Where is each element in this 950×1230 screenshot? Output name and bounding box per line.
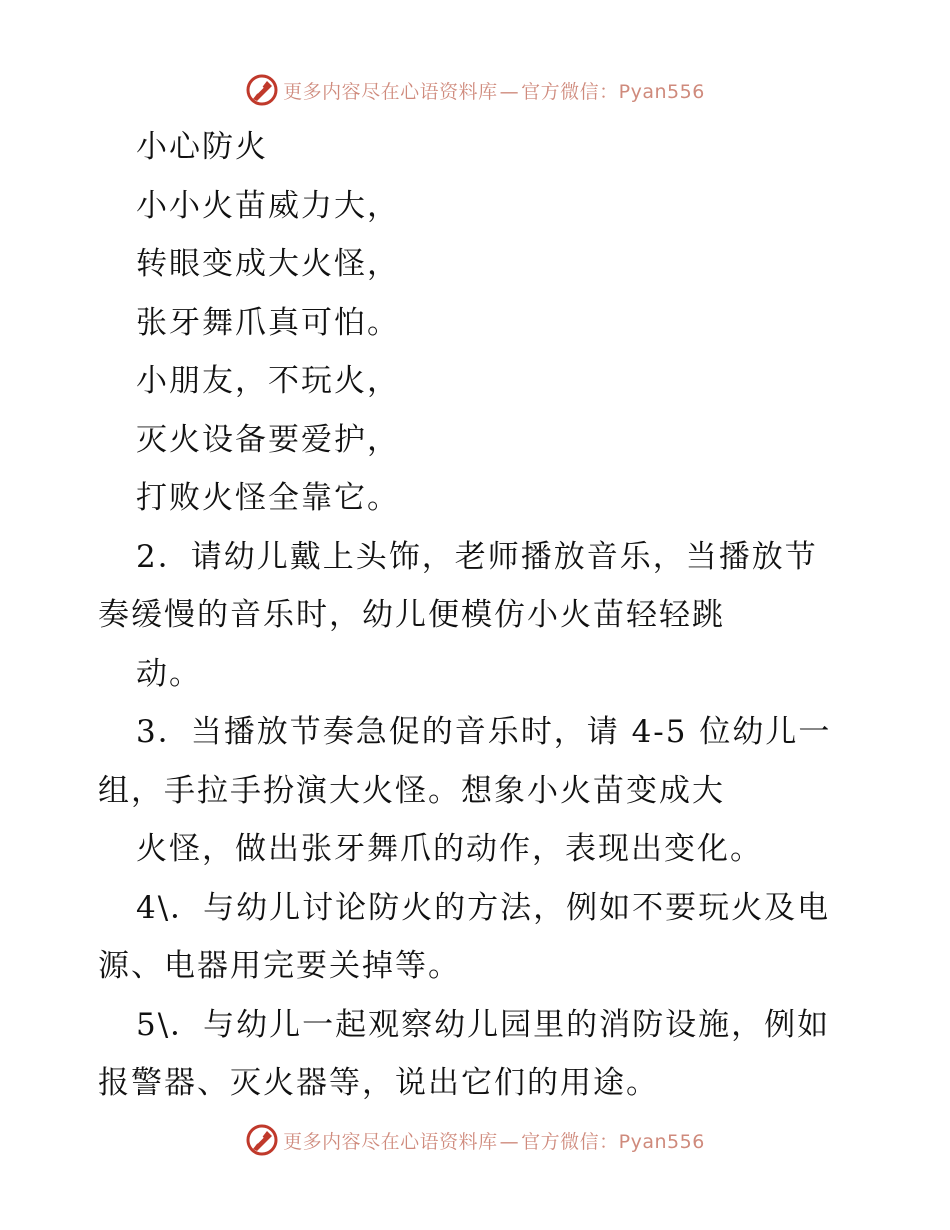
step-3-line-1: 3．当播放节奏急促的音乐时，请 4-5 位幼儿一 — [136, 714, 832, 750]
footer-banner — [0, 1120, 950, 1160]
header-banner-text — [283, 77, 705, 104]
document-body — [98, 118, 858, 1113]
poem-line: 转眼变成大火怪， — [136, 246, 400, 282]
step-3-line-2: 组，手拉手扮演大火怪。想象小火苗变成大 — [98, 772, 725, 809]
step-4-line-2: 源、电器用完要关掉等。 — [98, 948, 461, 984]
header-banner-dash: — — [499, 80, 520, 103]
footer-banner-dash: — — [499, 1130, 520, 1153]
poem-line: 小朋友，不玩火， — [136, 363, 400, 399]
footer-banner-main: 更多内容尽在心语资料库 — [283, 1130, 498, 1153]
poem-line: 灭火设备要爱护， — [136, 421, 400, 458]
footer-banner-sub: 官方微信：Pyan556 — [521, 1130, 705, 1153]
step-2-line-1: 2．请幼儿戴上头饰，老师播放音乐，当播放节 — [136, 538, 818, 575]
poem-line: 小小火苗威力大， — [136, 187, 400, 224]
footer-banner-text — [283, 1127, 705, 1154]
step-4-line-1: 4\．与幼儿讨论防火的方法，例如不要玩火及电 — [136, 889, 831, 926]
poem-line: 张牙舞爪真可怕。 — [136, 304, 400, 341]
pen-nib-logo-icon — [245, 1123, 279, 1157]
pen-nib-logo-icon — [245, 73, 279, 107]
header-banner-main: 更多内容尽在心语资料库 — [283, 80, 498, 103]
step-2-line-2: 奏缓慢的音乐时，幼儿便模仿小火苗轻轻跳 — [98, 597, 725, 633]
poem-line: 打败火怪全靠它。 — [136, 480, 400, 516]
header-banner — [0, 70, 950, 110]
step-5-line-2: 报警器、灭火器等，说出它们的用途。 — [98, 1065, 659, 1101]
poem-title: 小心防火 — [136, 129, 268, 165]
step-2-line-3: 动。 — [136, 655, 202, 692]
step-5-line-1: 5\．与幼儿一起观察幼儿园里的消防设施，例如 — [136, 1006, 831, 1043]
header-banner-sub: 官方微信：Pyan556 — [521, 80, 705, 103]
step-3-line-3: 火怪，做出张牙舞爪的动作，表现出变化。 — [136, 831, 763, 867]
